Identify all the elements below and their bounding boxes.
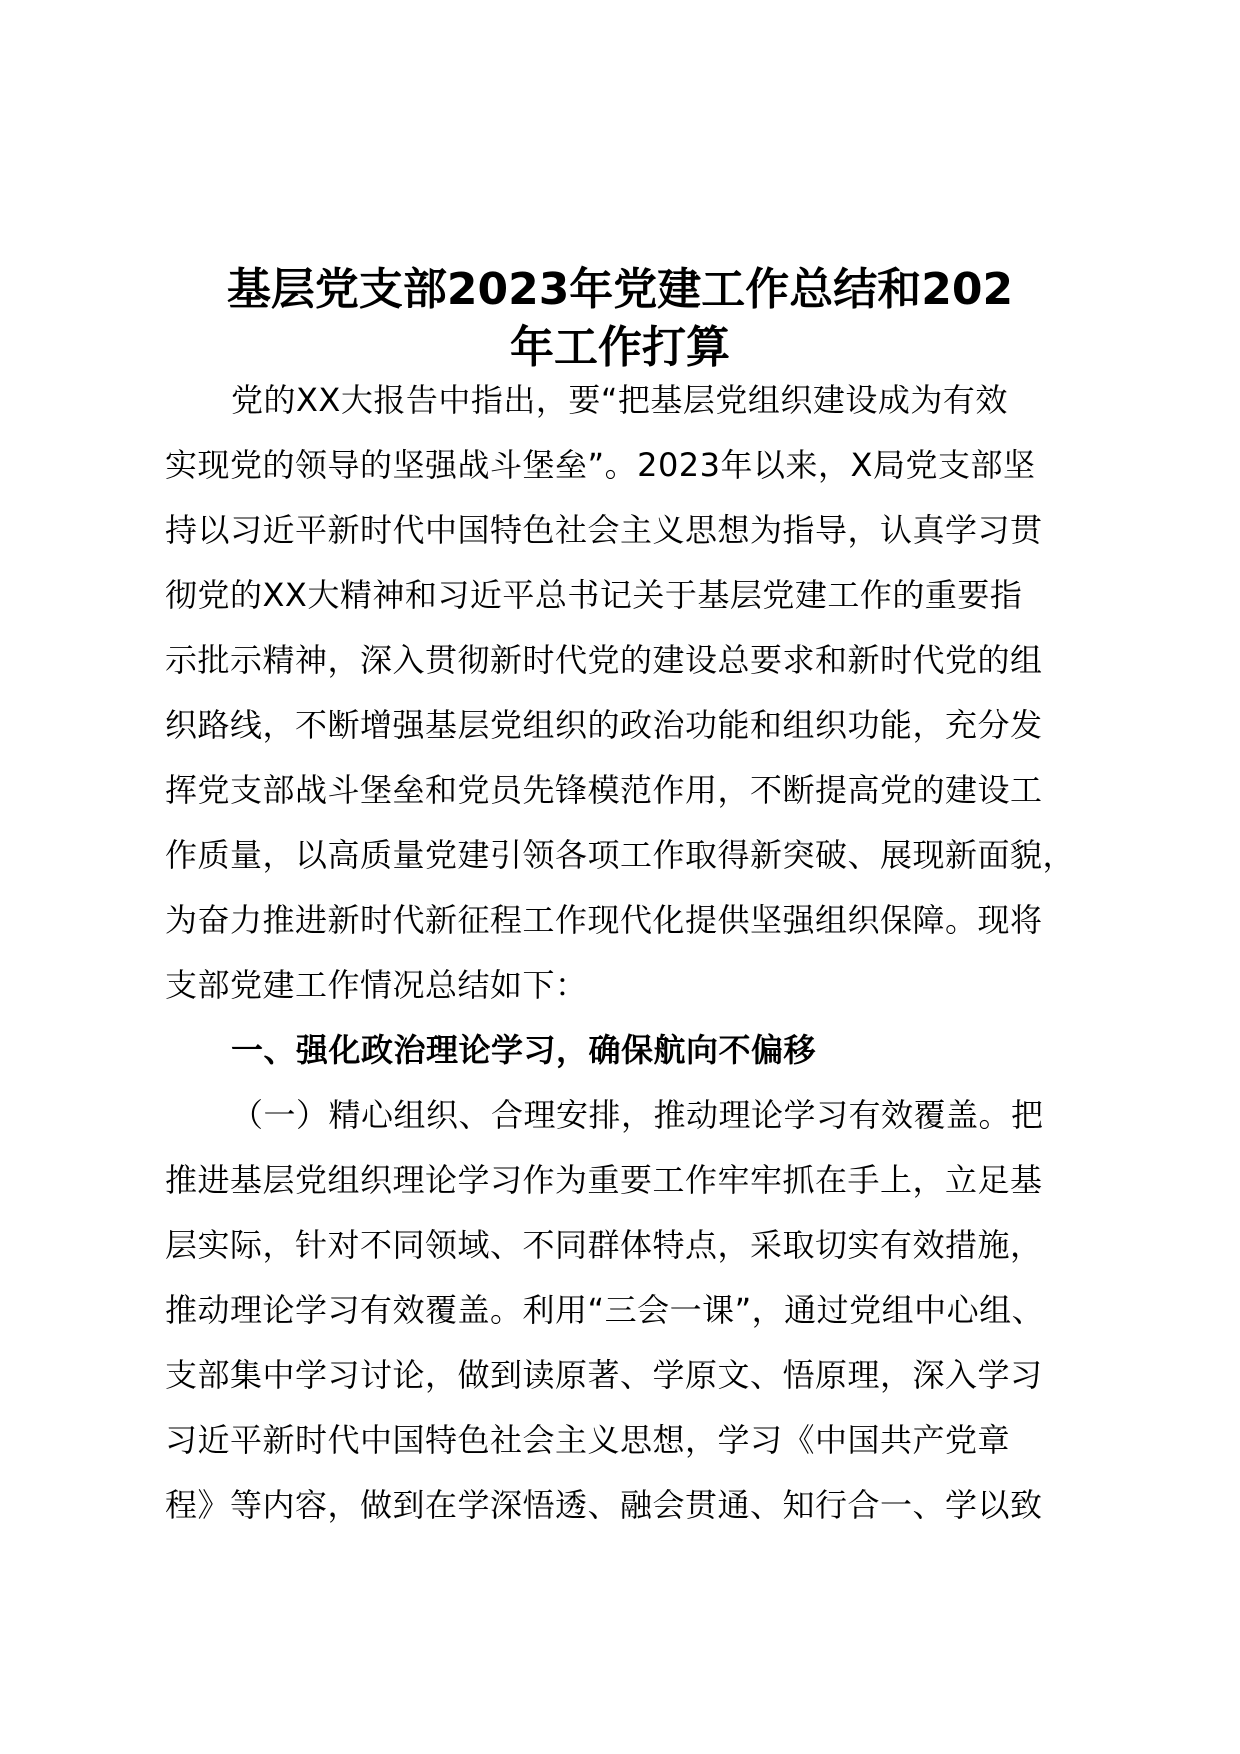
title-line-2: 年工作打算: [510, 322, 730, 374]
paragraph-line: 党的XX大报告中指出，要“把基层党组织建设成为有效: [231, 381, 1008, 419]
paragraph-line: 挥党支部战斗堡垒和党员先锋模范作用，不断提高党的建设工: [165, 771, 1043, 809]
paragraph-line: （一）精心组织、合理安排，推动理论学习有效覆盖。把: [231, 1096, 1044, 1134]
paragraph-line: 推动理论学习有效覆盖。利用“三会一课”，通过党组中心组、: [165, 1291, 1045, 1329]
paragraph-line: 习近平新时代中国特色社会主义思想，学习《中国共产党章: [165, 1421, 1011, 1459]
paragraph-line: 织路线，不断增强基层党组织的政治功能和组织功能，充分发: [165, 706, 1043, 744]
title-line-1: 基层党支部2023年党建工作总结和202: [226, 264, 1014, 316]
paragraph-line: 推进基层党组织理论学习作为重要工作牢牢抓在手上，立足基: [165, 1161, 1043, 1199]
paragraph-line: 示批示精神，深入贯彻新时代党的建设总要求和新时代党的组: [165, 641, 1043, 679]
document-title: [160, 261, 1080, 377]
paragraph-line: 持以习近平新时代中国特色社会主义思想为指导，认真学习贯: [165, 511, 1043, 549]
document-body: [165, 368, 1125, 1538]
paragraph-line: 实现党的领导的坚强战斗堡垒”。2023年以来，X局党支部坚: [165, 446, 1036, 484]
paragraph-line: 支部集中学习讨论，做到读原著、学原文、悟原理，深入学习: [165, 1356, 1043, 1394]
paragraph-line: 作质量，以高质量党建引领各项工作取得新突破、展现新面貌，: [165, 836, 1076, 874]
paragraph-line: 层实际，针对不同领域、不同群体特点，采取切实有效措施，: [165, 1226, 1043, 1264]
paragraph-line: 程》等内容，做到在学深悟透、融会贯通、知行合一、学以致: [165, 1486, 1043, 1524]
paragraph-line: 为奋力推进新时代新征程工作现代化提供坚强组织保障。现将: [165, 901, 1043, 939]
section-heading: 一、强化政治理论学习，确保航向不偏移: [231, 1031, 817, 1069]
paragraph-line: 支部党建工作情况总结如下：: [165, 966, 588, 1004]
paragraph-line: 彻党的XX大精神和习近平总书记关于基层党建工作的重要指: [165, 576, 1023, 614]
